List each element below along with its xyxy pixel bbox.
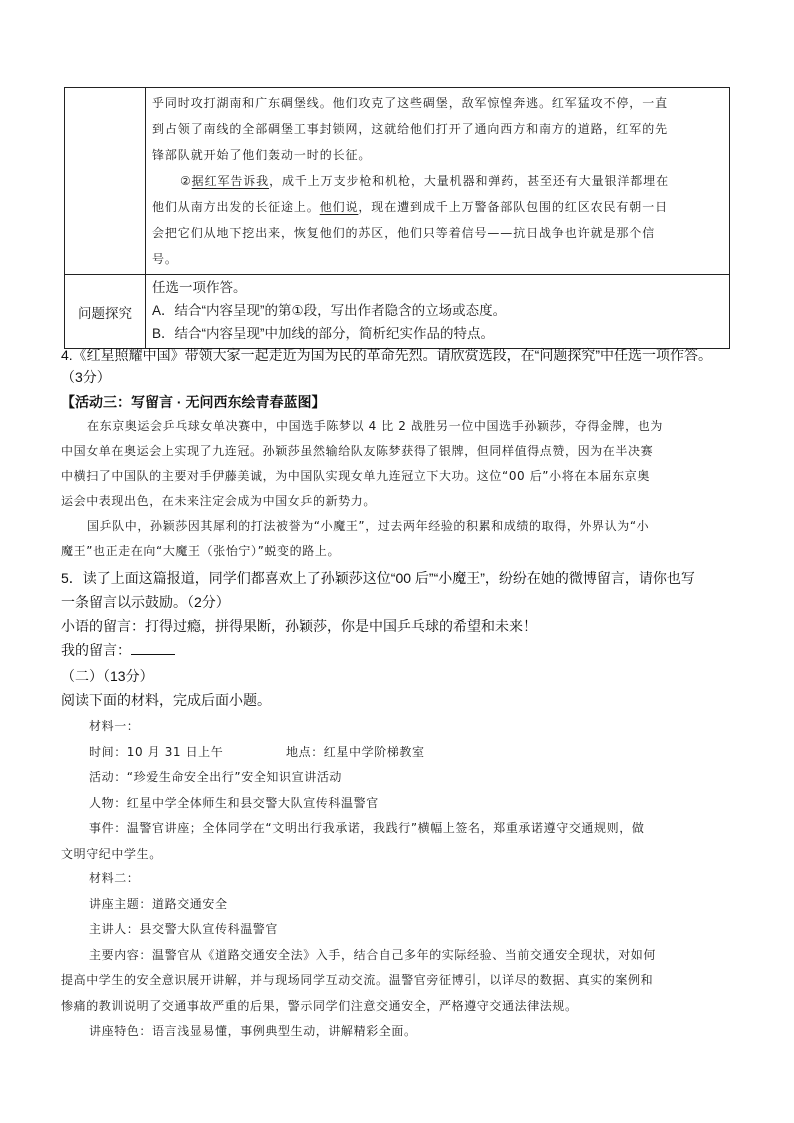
- material-1-people: 人物：红星中学全体师生和县交警大队宣传科温警官: [89, 795, 379, 810]
- underlined-phrase: 他们说: [319, 200, 359, 214]
- material-2-theme: 讲座主题：道路交通安全: [89, 896, 228, 911]
- option-line: A．结合“内容呈现”的第①段，写出作者隐含的立场或态度。: [152, 303, 507, 318]
- activity-3-report: [61, 414, 741, 564]
- content-line: 会把它们从地下挖出来，恢复他们的苏区，他们只等着信号——抗日战争也许就是那个信: [152, 226, 656, 240]
- material-2-content-cont: 惨痛的教训说明了交通事故严重的后果，警示同学们注意交通安全，严格遵守交通法律法规。: [61, 998, 578, 1013]
- report-line: 魔王”也正走在向“大魔王（张怡宁）”蜕变的路上。: [61, 544, 341, 558]
- sample-message: 小语的留言：打得过瘾，拼得果断，孙颖莎，你是中国乒乓球的希望和未来！: [61, 618, 537, 634]
- question-4-score: （3分）: [61, 369, 111, 385]
- question-explore-options: [146, 275, 730, 349]
- part-2-instruction: 阅读下面的材料，完成后面小题。: [61, 692, 271, 708]
- table-cell-empty-label: [65, 88, 146, 275]
- content-line: 锋部队就开始了他们轰动一时的长征。: [152, 148, 372, 162]
- material-1: [61, 714, 741, 867]
- material-1-event: 事件：温警官讲座；全体同学在“文明出行我承诺，我践行”横幅上签名，郑重承诺遵守交通规则，做: [89, 821, 645, 835]
- question-5-score: 一条留言以示鼓励。（2分）: [61, 594, 230, 610]
- part-2: [61, 664, 741, 712]
- activity-3-heading: 【活动三：写留言 · 无问西东绘青春蓝图】: [61, 394, 326, 410]
- paragraph-number: ②: [180, 174, 192, 188]
- material-2-content-cont: 提高中学生的安全意识展开讲解，并与现场同学互动交流。温警官旁征博引，以详尽的数据、真实的案例和: [61, 973, 654, 987]
- content-line: 号。: [152, 252, 178, 266]
- table-row-content: [65, 88, 730, 275]
- material-2-content: 主要内容：温警官从《道路交通安全法》入手，结合自己多年的实际经验、当前交通安全现状，对如何: [89, 947, 657, 962]
- material-1-event-cont: 文明守纪中学生。: [61, 846, 162, 861]
- my-message-row: [61, 638, 741, 662]
- my-message-label: 我的留言：: [61, 642, 131, 658]
- material-2-feature: 讲座特色：语言浅显易懂，事例典型生动，讲解精彩全面。: [89, 1024, 417, 1038]
- material-1-activity: 活动：“珍爱生命安全出行”安全知识宣讲活动: [89, 770, 343, 784]
- underlined-phrase: 据红军告诉我: [191, 174, 270, 188]
- report-line: 中国女单在奥运会上实现了九连冠。孙颖莎虽然输给队友陈梦获得了银牌，但同样值得点赞，因为在半决赛: [61, 444, 654, 458]
- option-line: 任选一项作答。: [152, 280, 247, 295]
- table-row-question: [65, 275, 730, 349]
- content-line: 他们从南方出发的长征途上。他们说，现在遭到成千上万警备部队包围的红区农民有朝一日: [152, 200, 669, 214]
- question-4: [61, 344, 741, 388]
- question-4-text: 4.《红星照耀中国》带领大家一起走近为国为民的革命先烈。请欣赏选段，在“问题探究”中任选一项作答。: [61, 347, 712, 363]
- content-line: ②据红军告诉我，成千上万支步枪和机枪，大量机器和弹药，甚至还有大量银洋都埋在: [180, 174, 669, 188]
- content-table: [64, 87, 730, 349]
- material-2: [61, 866, 741, 1045]
- report-line: 中横扫了中国队的主要对手伊藤美诚，为中国队实现女单九连冠立下大功。这位“00 后”小将在本届东京奥: [61, 469, 650, 483]
- material-1-time: 时间：10 月 31 日上午: [89, 744, 224, 759]
- table-cell-content: [146, 88, 730, 275]
- content-line: 乎同时攻打湖南和广东碉堡线。他们攻克了这些碉堡，敌军惊惶奔逃。红军猛攻不停，一直: [152, 96, 669, 110]
- material-1-time-place: [61, 740, 741, 766]
- material-2-title: 材料二：: [89, 871, 140, 885]
- report-line: 运会中表现出色，在未来注定会成为中国女乒的新势力。: [61, 494, 377, 508]
- option-line: B．结合“内容呈现”中加线的部分，简析纪实作品的特点。: [152, 326, 494, 341]
- question-5: [61, 566, 741, 662]
- report-line: 在东京奥运会乒乓球女单决赛中，中国选手陈梦以 4 比 2 战胜另一位中国选手孙颖莎，夺得金牌，也为: [87, 419, 663, 433]
- content-line: 到占领了南线的全部碉堡工事封锁网，这就给他们打开了通向西方和南方的道路，红军的先: [152, 122, 669, 136]
- material-1-place: 地点：红星中学阶梯教室: [286, 744, 425, 759]
- question-explore-label: 问题探究: [65, 275, 146, 349]
- question-5-text: 5．读了上面这篇报道，同学们都喜欢上了孙颖莎这位“00 后”“小魔王”，纷纷在她的微博留言，请你也写: [61, 570, 695, 586]
- material-1-title: 材料一：: [89, 719, 140, 733]
- part-2-heading: （二）（13分）: [61, 668, 154, 684]
- my-message-blank[interactable]: [131, 642, 175, 655]
- report-line: 国乒队中，孙颖莎因其犀利的打法被誉为“小魔王”，过去两年经验的积累和成绩的取得，外界认为“小: [87, 519, 650, 533]
- material-2-speaker: 主讲人：县交警大队宣传科温警官: [89, 922, 279, 936]
